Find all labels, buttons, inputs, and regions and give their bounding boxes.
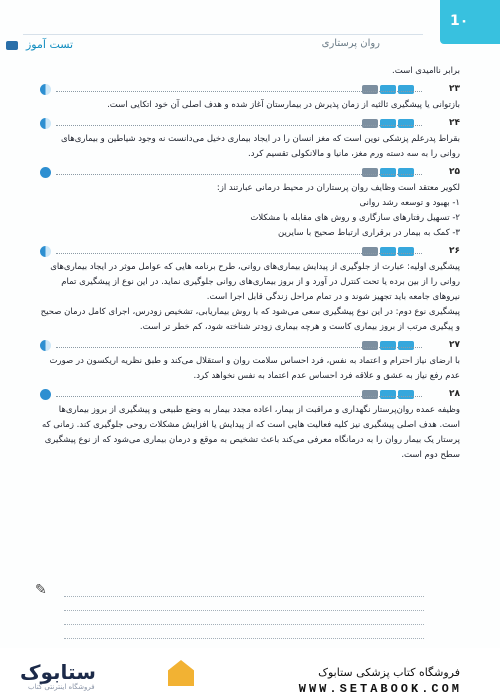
question-25 [40, 167, 460, 241]
answer-text: پیشگیری نوع دوم: در این نوع پیشگیری سعی می‌شود که با روش بیماریابی، تشخیص زودرس، اجرای کامل درمان صحیح و پیگیری مرتب از بروز بیماری کاست و هرچه بیماری زودتر شناخته شود، کم خطر تر است. [40, 307, 460, 332]
progress-dot-icon [40, 167, 51, 178]
difficulty-tags [362, 341, 414, 350]
question-rule [56, 174, 422, 175]
tag-icon [380, 390, 396, 399]
question-26 [40, 246, 460, 335]
notes-line [64, 638, 424, 639]
tag-icon [398, 247, 414, 256]
brand-logo: ستابوک [20, 660, 96, 684]
tag-icon [380, 247, 396, 256]
tag-icon [362, 341, 378, 350]
list-item: ۳- کمک به بیمار در برقراری ارتباط صحیح با سایرین [278, 228, 460, 238]
question-number: ۲۵ [449, 167, 460, 177]
question-27 [40, 340, 460, 384]
notes-line [64, 624, 424, 625]
footer-banner [0, 650, 500, 700]
tag-icon [380, 85, 396, 94]
answer-text: پیشگیری اولیه: عبارت از جلوگیری از پیدایش بیماری‌های روانی، طرح برنامه هایی که عوامل موثر در ایجاد بیماری‌های روانی را از بین برده یا تحت کنترل در آورد و از بروز بیماری‌های روانی جلوگیری نماید. در این نوع از پیشگیری تمام نیروهای جامعه باید تجهیز شوند و در تمام مراحل زندگی قابل اجرا است. [50, 262, 460, 302]
progress-dot-icon [40, 118, 51, 129]
question-24 [40, 118, 460, 162]
pencil-icon: ✎ [35, 582, 47, 598]
answer-text: لکویر معتقد است وظایف روان پرستاران در محیط درمانی عبارتند از: [216, 183, 460, 193]
question-number: ۲۴ [449, 118, 460, 128]
chapter-number: 1۰ [450, 13, 469, 29]
question-28 [40, 389, 460, 463]
tag-icon [398, 341, 414, 350]
tag-icon [398, 85, 414, 94]
answers-section [40, 64, 460, 463]
tag-icon [362, 168, 378, 177]
difficulty-tags [362, 85, 414, 94]
intro-line: برابر ناامیدی است. [392, 66, 460, 76]
question-number: ۲۷ [449, 340, 460, 350]
progress-dot-icon [40, 246, 51, 257]
question-header [40, 389, 460, 403]
book-shop-icon [168, 660, 194, 686]
answer-text: با ارضای نیاز احترام و اعتماد به نفس، فرد احساس سلامت روان و استقلال می‌کند و طبق نظریه اریکسون در صورت عدم رفع نیاز به عشق و علاقه فرد احساس عدم اعتماد به نفس نخواهد کرد. [49, 356, 460, 381]
brand-subtitle: فروشگاه اینترنتی کتاب [28, 683, 95, 691]
question-rule [56, 396, 422, 397]
progress-dot-icon [40, 389, 51, 400]
chapter-tab [440, 0, 500, 44]
tag-icon [398, 390, 414, 399]
footer-url[interactable]: WWW.SETABOOK.COM [298, 682, 462, 696]
tag-icon [398, 119, 414, 128]
publisher-logo-icon [6, 41, 18, 50]
tag-icon [362, 85, 378, 94]
notes-line [64, 596, 424, 597]
progress-dot-icon [40, 84, 51, 95]
notes-line [64, 610, 424, 611]
question-header [40, 246, 460, 260]
question-rule [56, 347, 422, 348]
page-header-title: روان پرستاری [321, 38, 380, 49]
question-rule [56, 91, 422, 92]
answer-text: بقراط پدرعلم پزشکی نوین است که مغز انسان را در ایجاد بیماری دخیل می‌دانست نه وجود شیاطین و بیماری‌های روانی را به سه دسته ورم مغز، مانیا و مالانکولی تقسیم کرد. [61, 134, 460, 159]
answer-text: وظیفه عمده روان‌پرستار نگهداری و مراقبت از بیمار، اعاده مجدد بیمار به وضع طبیعی و پیشگیری از بروز بیماری‌ها است. هدف اصلی پیشگیری نیز کلیه فعالیت هایی است که از پیدایش یا افزایش مشکلات روحی جلوگیری کند. زمانی که پرستار یک بیمار روان را به درمانگاه معرفی می‌کند باعث تشخیص به موقع و درمان بیماری می‌شود که از نوع پیشگیری سطح دوم است. [41, 405, 460, 460]
question-rule [56, 253, 422, 254]
question-rule [56, 125, 422, 126]
footer-title: فروشگاه کتاب پزشکی ستابوک [318, 666, 460, 679]
answer-text: بازتوانی یا پیشگیری ثالثیه از زمان پذیرش در بیمارستان آغاز شده و هدف اصلی آن خود اتکایی است. [107, 100, 460, 110]
question-number: ۲۸ [449, 389, 460, 399]
tag-icon [380, 341, 396, 350]
question-header [40, 84, 460, 98]
difficulty-tags [362, 390, 414, 399]
question-header [40, 118, 460, 132]
question-header [40, 340, 460, 354]
question-number: ۲۶ [449, 246, 460, 256]
list-item: ۱- بهبود و توسعه رشد روانی [359, 198, 460, 208]
header-divider [23, 34, 423, 35]
tag-icon [380, 168, 396, 177]
page-header [20, 36, 430, 58]
tag-icon [380, 119, 396, 128]
list-item: ۲- تسهیل رفتارهای سازگاری و روش های مقابله با مشکلات [250, 213, 460, 223]
tag-icon [362, 247, 378, 256]
difficulty-tags [362, 168, 414, 177]
difficulty-tags [362, 119, 414, 128]
tag-icon [362, 390, 378, 399]
progress-dot-icon [40, 340, 51, 351]
tag-icon [398, 168, 414, 177]
difficulty-tags [362, 247, 414, 256]
tag-icon [362, 119, 378, 128]
publisher-logo-text: تست آموز [26, 38, 74, 51]
question-number: ۲۳ [449, 84, 460, 94]
question-23 [40, 84, 460, 113]
question-header [40, 167, 460, 181]
